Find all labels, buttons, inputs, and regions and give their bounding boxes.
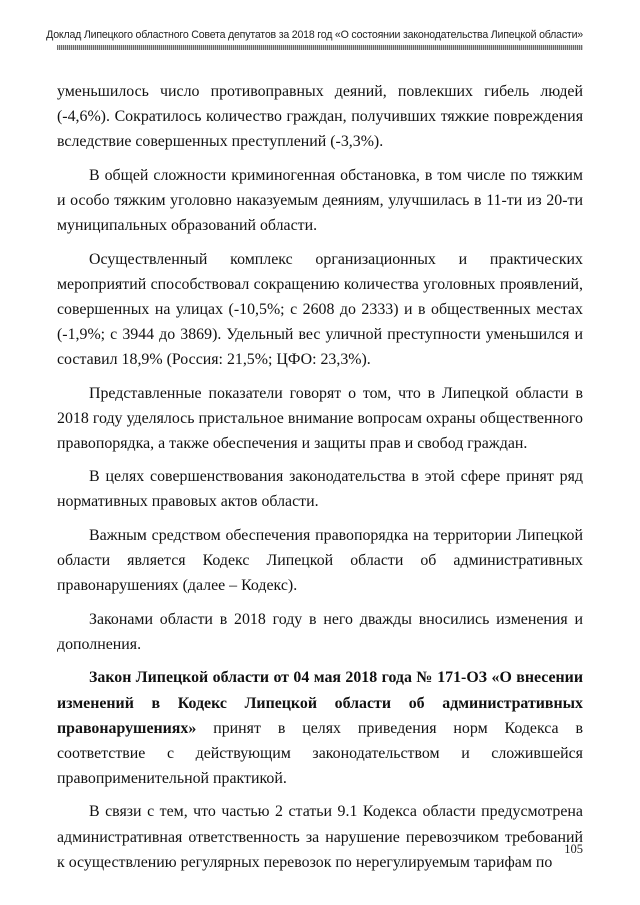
paragraph: Представленные показатели говорят о том, что в Липецкой области в 2018 году уделялось пристальное внимание вопросам охраны общественного правопорядка, а также обеспечения и защиты прав и свобод граждан.	[57, 384, 583, 452]
paragraph: В общей сложности криминогенная обстановка, в том числе по тяжким и особо тяжким уголовно наказуемым деяниям, улучшилась в 11-ти из 20-ти муниципальных образований области.	[57, 166, 583, 234]
paragraph-law-reference	[57, 665, 583, 790]
running-header: Доклад Липецкого областного Совета депутатов за 2018 год «О состоянии законодательства Липецкой области»	[46, 29, 583, 41]
page-number: 105	[564, 842, 583, 856]
paragraph: Осуществленный комплекс организационных и практических мероприятий способствовал сокращению количества уголовных проявлений, совершенных на улицах (-10,5%; с 2608 до 2333) и в общественных местах (-1,9%; с 3944 до 3869). Удельный вес уличной преступности уменьшился и составил 18,9% (Россия: 21,5%; ЦФО: 23,3%).	[57, 250, 583, 368]
paragraph: В целях совершенствования законодательства в этой сфере принят ряд нормативных правовых актов области.	[57, 468, 583, 511]
paragraph: Важным средством обеспечения правопорядка на территории Липецкой области является Кодекс Липецкой области об административных правонарушениях (далее – Кодекс).	[57, 527, 583, 595]
paragraph: Законами области в 2018 году в него дважды вносились изменения и дополнения.	[57, 610, 583, 653]
header-rule	[57, 45, 583, 50]
paragraph-continuation: уменьшилось число противоправных деяний, повлекших гибель людей (-4,6%). Сократилось количество граждан, получивших тяжкие повреждения вследствие совершенных преступлений (-3,3%).	[57, 83, 583, 151]
paragraph: В связи с тем, что частью 2 статьи 9.1 Кодекса области предусмотрена административная ответственность за нарушение перевозчиком требований к осуществлению регулярных перевозок по нерегулируемым тарифам по	[57, 803, 583, 871]
law-title: Закон Липецкой области от 04 мая 2018 года № 171-ОЗ «О внесении изменений в Кодекс Липецкой области об административных правонарушениях»	[57, 669, 583, 737]
body-text	[57, 79, 583, 875]
law-description: принят в целях приведения норм Кодекса в соответствие с действующим законодательством и сложившейся правоприменительной практикой.	[57, 719, 583, 787]
